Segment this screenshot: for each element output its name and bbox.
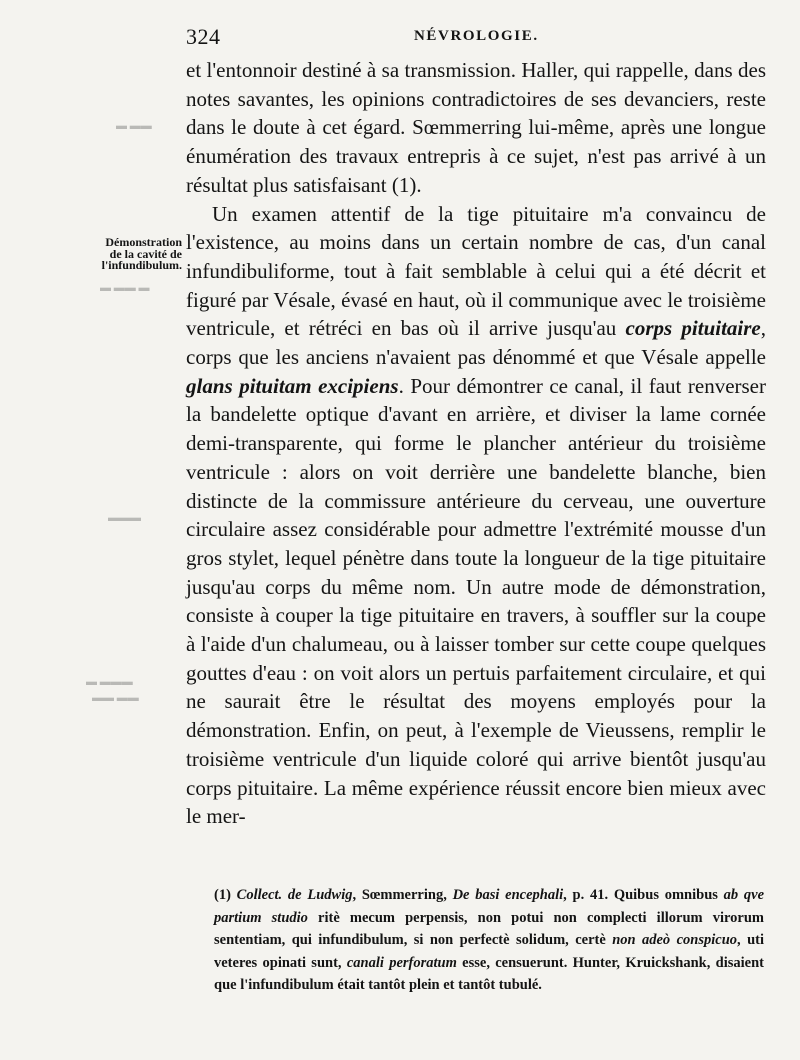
page-number: 324 [186,24,221,49]
show-through-artifact: ▬ ▬▬ ▬ [100,282,150,294]
footnote-text: , Sœmmerring, [352,887,453,903]
text-run: Un examen attentif de la tige pituitaire m'a convaincu de l'existence, au moins dans un certain nombre de cas, d'un canal infundibuliforme, tout à fait semblable à celui qui a été décrit et figuré par Vésale, évasé en haut, où il communique avec le troisième ventricule, et rétréci en bas où il arrive jusqu'au [186,201,766,341]
footnote-text: ritè mecum perpensis, non potui non complecti illorum virorum sententiam, qui infundibulum, si non perfectè solidum, certè [214,909,764,948]
text-run: . Pour démontrer ce canal, il faut renverser la bandelette optique d'avant en arrière, et diviser la lame cornée demi-transparente, qui forme le plancher antérieur du troisième ventricule : alors on voit derrière une bandelette blanche, bien distincte de la commissure antérieure du cerveau, une ouverture circulaire assez considérable pour admettre l'extrémité mousse d'un gros stylet, lequel pénètre dans toute la longueur de la tige pituitaire jusqu'au corps du même nom. Un autre mode de démonstration, consiste à couper la tige pituitaire en travers, à souffler sur la coupe à l'aide d'un chalumeau, ou à laisser tomber sur cette coupe quelques gouttes d'eau : on voit alors un pertuis parfaitement circulaire, et qui ne saurait être le résultat des moyens employés pour la démonstration. Enfin, on peut, à l'exemple de Vieussens, remplir le troisième ventricule d'un liquide coloré qui arrive bientôt jusqu'au corps pituitaire. La même expérience réussit encore bien mieux avec le mer- [186,373,766,829]
footnote-marker: (1) [214,887,231,903]
footnote-text: , uti veteres opinati sunt, [214,932,764,971]
footnote [188,884,764,997]
running-head: NÉVROLOGIE. [414,28,539,44]
footnote-body [188,884,764,997]
text-run: , corps que les anciens n'avaient pas dénommé et que Vésale appelle [186,316,766,370]
margin-note-line: de la cavité de [109,246,182,261]
show-through-artifact: ▬ ▬▬ [116,120,152,132]
show-through-artifact: ▬ ▬▬▬ [86,676,133,688]
body-text [186,56,766,831]
footnote-emphasis: Collect. de Ludwig [236,887,353,903]
footnote-emphasis: ab qve partium studio [214,887,765,926]
margin-note [70,237,182,272]
emphasis-glans: glans pituitam excipiens [186,373,399,398]
margin-note-line: l'infundibulum. [101,258,182,272]
footnote-emphasis: De basi encephali [452,887,564,903]
show-through-artifact: ▬▬ ▬▬ [92,692,139,704]
footnote-text: esse, censuerunt. Hunter, Kruickshank, disaient que l'infundibulum était tantôt plein et tantôt tubulé. [214,954,764,993]
footnote-text: , p. 41. Quibus omnibus [563,887,724,903]
footnote-emphasis: non adeò conspicuo [612,932,738,948]
margin-note-line: Démonstration [105,235,182,249]
emphasis-corps-pituitaire: corps pituitaire [625,316,761,341]
footnote-emphasis: canali perforatum [346,954,457,971]
paragraph-continued: et l'entonnoir destiné à sa transmission. Haller, qui rappelle, dans des notes savantes, les opinions contradictoires de ses devanciers, reste dans le doute à cet égard. Sœmmerring lui-même, après une longue énumération des travaux entrepris à ce sujet, n'est pas arrivé à un résultat plus satisfaisant (1). [186,58,766,197]
paragraph-infundibulum [186,200,766,831]
show-through-artifact: ▬▬▬ [108,512,141,524]
page-header [186,24,766,48]
